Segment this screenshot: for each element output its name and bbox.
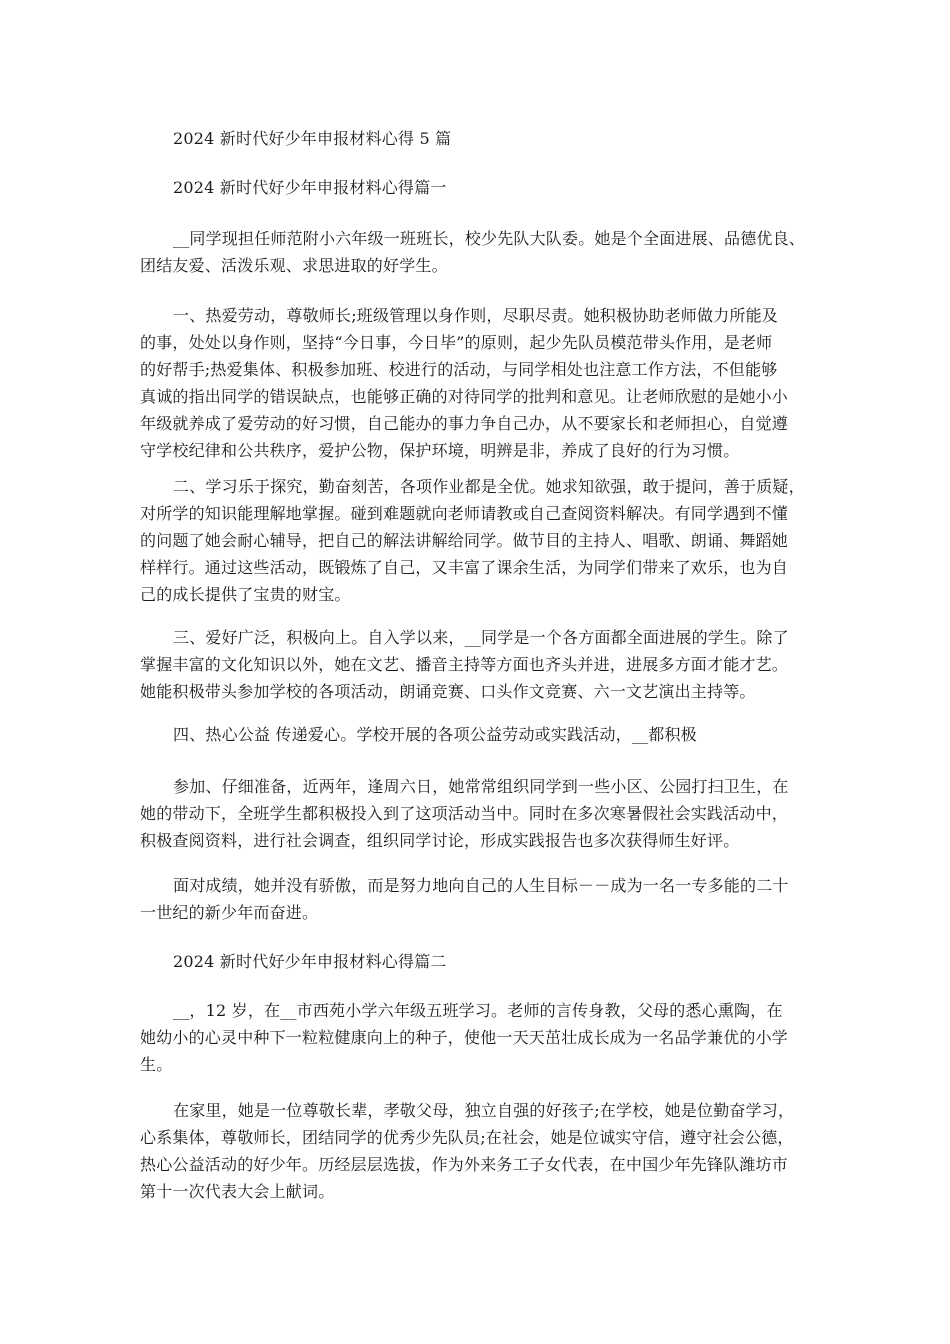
paragraph-line: 年级就养成了爱劳动的好习惯，自己能办的事力争自己办，从不要家长和老师担心，自觉遵 [140, 414, 789, 433]
paragraph-line: 团结友爱、活泼乐观、求思进取的好学生。 [140, 256, 448, 275]
paragraph-line: 掌握丰富的文化知识以外，她在文艺、播音主持等方面也齐头并进，进展多方面才能才艺。 [140, 655, 789, 674]
document-title: 2024 新时代好少年申报材料心得 5 篇 [173, 129, 452, 148]
paragraph-line: 真诚的指出同学的错误缺点，也能够正确的对待同学的批判和意见。让老师欣慰的是她小小 [140, 387, 789, 406]
paragraph-line: 在家里，她是一位尊敬长辈，孝敬父母，独立自强的好孩子;在学校，她是位勤奋学习， [173, 1101, 795, 1120]
paragraph-line: 三、爱好广泛，积极向上。自入学以来，__同学是一个各方面都全面进展的学生。除了 [173, 628, 789, 647]
section-heading-1: 2024 新时代好少年申报材料心得篇一 [173, 178, 447, 197]
paragraph-line: 第十一次代表大会上献词。 [140, 1182, 335, 1201]
paragraph-line: 的好帮手;热爱集体、积极参加班、校进行的活动，与同学相处也注意工作方法，不但能够 [140, 360, 778, 379]
paragraph-line: 面对成绩，她并没有骄傲，而是努力地向自己的人生目标－－成为一名一专多能的二十 [173, 876, 789, 895]
paragraph-line: 己的成长提供了宝贵的财宝。 [140, 585, 351, 604]
paragraph-line: 二、学习乐于探究，勤奋刻苦，各项作业都是全优。她求知欲强，敢于提问，善于质疑， [173, 477, 805, 496]
paragraph-line: 一世纪的新少年而奋进。 [140, 903, 319, 922]
paragraph-line: 她的带动下，全班学生都积极投入到了这项活动当中。同时在多次寒暑假社会实践活动中， [140, 804, 789, 823]
paragraph-line: 她能积极带头参加学校的各项活动，朗诵竞赛、口头作文竞赛、六一文艺演出主持等。 [140, 682, 756, 701]
paragraph-line: __同学现担任师范附小六年级一班班长，校少先队大队委。她是个全面进展、品德优良、 [173, 229, 806, 248]
paragraph-line: 心系集体，尊敬师长，团结同学的优秀少先队员;在社会，她是位诚实守信，遵守社会公德， [140, 1128, 794, 1147]
paragraph-line: 热心公益活动的好少年。历经层层选拔，作为外来务工子女代表，在中国少年先锋队潍坊市 [140, 1155, 789, 1174]
paragraph-line: 对所学的知识能理解地掌握。碰到难题就向老师请教或自己查阅资料解决。有同学遇到不懂 [140, 504, 789, 523]
paragraph-line: 一、热爱劳动，尊敬师长;班级管理以身作则，尽职尽责。她积极协助老师做力所能及 [173, 306, 778, 325]
paragraph-line: 她幼小的心灵中种下一粒粒健康向上的种子，使他一天天茁壮成长成为一名品学兼优的小学 [140, 1028, 789, 1047]
section-heading-2: 2024 新时代好少年申报材料心得篇二 [173, 952, 447, 971]
paragraph-line: 四、热心公益 传递爱心。学校开展的各项公益劳动或实践活动，__都积极 [173, 725, 697, 744]
paragraph-line: 的问题了她会耐心辅导，把自己的解法讲解给同学。做节目的主持人、唱歌、朗诵、舞蹈她 [140, 531, 789, 550]
paragraph-line: 的事，处处以身作则，坚持“今日事，今日毕”的原则，起少先队员模范带头作用，是老师 [140, 333, 773, 352]
paragraph-line: 积极查阅资料，进行社会调查，组织同学讨论，形成实践报告也多次获得师生好评。 [140, 831, 740, 850]
paragraph-line: __，12 岁，在__市西苑小学六年级五班学习。老师的言传身教，父母的悉心熏陶，在 [173, 1001, 783, 1020]
paragraph-line: 样样行。通过这些活动，既锻炼了自己，又丰富了课余生活，为同学们带来了欢乐，也为自 [140, 558, 789, 577]
paragraph-line: 参加、仔细准备，近两年，逢周六日，她常常组织同学到一些小区、公园打扫卫生，在 [173, 777, 789, 796]
paragraph-line: 守学校纪律和公共秩序，爱护公物，保护环境，明辨是非，养成了良好的行为习惯。 [140, 441, 740, 460]
paragraph-line: 生。 [140, 1055, 173, 1074]
